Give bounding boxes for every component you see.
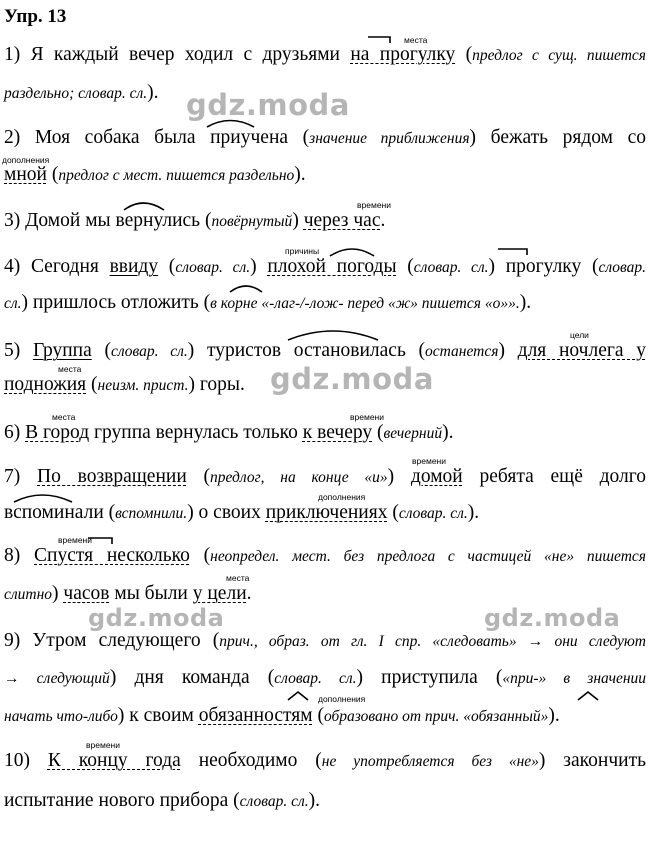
role-tag-place: места bbox=[58, 364, 82, 374]
comment: предлог с сущ. пишется bbox=[472, 47, 647, 64]
prefix-mark bbox=[498, 249, 527, 255]
role-tag-cause: причины bbox=[285, 246, 320, 256]
prefix-mark bbox=[368, 37, 390, 43]
role-tag-object: дополнения bbox=[2, 155, 50, 165]
comment: → следующий bbox=[4, 670, 110, 687]
object-priklyucheniyah: приключениях bbox=[265, 502, 388, 523]
adverbial-cause: плохой погоды bbox=[267, 256, 397, 277]
exercise-title: Упр. 13 bbox=[4, 6, 67, 27]
word-neobhodimo: необходимо bbox=[198, 750, 298, 771]
adverbial-time: к вечеру bbox=[302, 422, 373, 443]
root-arc-mark bbox=[14, 495, 72, 502]
object-mnoy: мной bbox=[4, 164, 47, 185]
word-progulku: прогулку bbox=[505, 256, 582, 277]
comment: неопредел. мест. без предлога с частицей «не» пишется bbox=[210, 548, 647, 565]
sentence-1-line-2: раздельно; словар. сл.). bbox=[4, 82, 159, 103]
word-vspominali: вспоминали bbox=[4, 502, 104, 523]
role-tag-purpose: цели bbox=[570, 330, 589, 340]
object-obyazannostyam: обязанностям bbox=[198, 705, 313, 726]
role-tag-object: дополнения bbox=[318, 694, 366, 704]
role-tag-place: места bbox=[226, 573, 250, 583]
comment: вспомнили. bbox=[115, 505, 188, 522]
adverbial-time: через час bbox=[303, 210, 381, 231]
comment: в корне «-лаг-/-лож- перед «ж» пишется «о»». bbox=[210, 295, 520, 312]
sentence-8-line-1: 8) Спустя несколько (неопредел. мест. без предлога с частицей «не» пишется bbox=[4, 545, 647, 566]
adverbial-place: на прогулку bbox=[350, 44, 456, 65]
word-sleduyushchego: следующего bbox=[98, 630, 201, 651]
adverbial-time: К концу года bbox=[47, 750, 181, 771]
role-tag-time: времени bbox=[350, 412, 384, 422]
adverbial-time: Спустя несколько bbox=[34, 545, 190, 566]
root-arc-mark bbox=[288, 331, 378, 340]
watermark: gdz.moda bbox=[186, 88, 350, 122]
comment: неизм. прист. bbox=[97, 377, 189, 394]
comment: словар. сл. bbox=[398, 505, 468, 522]
sentence-7-line-1: 7) По возвращении (предлог, на конце «и») домой ребята ещё долго bbox=[4, 466, 647, 487]
adverbial-place: подножия bbox=[4, 374, 87, 395]
comment: «при-» в значении bbox=[502, 670, 647, 687]
comment: прич., образ. от гл. I спр. «следовать» → они следуют bbox=[219, 633, 646, 650]
role-tag-place: места bbox=[404, 35, 428, 45]
adverbial-purpose: для ночлега у bbox=[517, 340, 646, 361]
role-tag-time: времени bbox=[357, 200, 391, 210]
sentence-5-line-1: 5) Группа (словар. сл.) туристов остановилась (останется) для ночлега у bbox=[4, 340, 646, 361]
sentence-3: 3) Домой мы вернулись (повёрнутый) через час. bbox=[4, 210, 386, 231]
word-chasov: часов bbox=[63, 583, 110, 604]
sentence-2-line-1: 2) Моя собака была приучена (значение приближения) бежать рядом со bbox=[4, 127, 646, 148]
sentence-2-line-2: мной (предлог с мест. пишется раздельно). bbox=[4, 164, 306, 185]
comment: предлог с мест. пишется раздельно bbox=[58, 167, 295, 184]
comment: словар. сл. bbox=[274, 670, 357, 687]
adverbial-place: у цели bbox=[192, 583, 247, 604]
word-otlozhit: отложить bbox=[120, 292, 199, 313]
comment: раздельно; словар. сл. bbox=[4, 85, 148, 102]
comment: начать что-либо bbox=[4, 708, 118, 725]
sentence-10-line-2: испытание нового прибора (словар. сл.). bbox=[4, 790, 321, 811]
role-tag-time: времени bbox=[412, 456, 446, 466]
sentence-4-line-1: 4) Сегодня ввиду (словар. сл.) плохой погоды (словар. сл.) прогулку (словар. bbox=[4, 256, 647, 277]
comment: предлог, на конце «и» bbox=[210, 469, 388, 486]
comment: значение приближения bbox=[309, 130, 470, 147]
watermark: gdz.moda bbox=[484, 604, 621, 632]
sentence-1-line-1: 1) Я каждый вечер ходил с друзьями на прогулку (предлог с сущ. пишется bbox=[4, 44, 647, 65]
comment: останется bbox=[425, 343, 499, 360]
comment: словар. bbox=[598, 259, 647, 276]
comment: сл. bbox=[4, 295, 22, 312]
comment: словар. сл. bbox=[413, 259, 489, 276]
word-pribora: прибора bbox=[159, 790, 229, 811]
comment: образовано от прич. «обязанный» bbox=[323, 708, 549, 725]
word-gruppa: Группа bbox=[32, 340, 92, 361]
comment: словар. сл. bbox=[175, 259, 251, 276]
word-vvidu: ввиду bbox=[109, 256, 159, 277]
sentence-7-line-2: вспоминали (вспомнили.) о своих приключениях (словар. сл.). bbox=[4, 502, 480, 523]
comment: повёрнутый bbox=[211, 213, 293, 230]
sentence-10-line-1: 10) К концу года необходимо (не употребляется без «не») закончить bbox=[4, 750, 646, 771]
suffix-mark bbox=[288, 692, 308, 700]
adverbial-place: В город bbox=[25, 422, 90, 443]
role-tag-object: дополнения bbox=[318, 492, 366, 502]
sentence-9-line-2: → следующий) дня команда (словар. сл.) приступила («при-» в значении bbox=[4, 667, 647, 688]
comment: словар. сл. bbox=[110, 343, 188, 360]
comment: слитно bbox=[4, 586, 53, 603]
word-vernulis: вернулись bbox=[115, 210, 201, 231]
root-arc-mark bbox=[124, 203, 164, 210]
comment: не употребляется без «не» bbox=[321, 753, 539, 770]
sentence-5-line-2: подножия (неизм. прист.) горы. bbox=[4, 374, 245, 395]
word-priuchena: приучена bbox=[210, 127, 289, 148]
comment: вечерний bbox=[383, 425, 443, 442]
watermark: gdz.moda bbox=[270, 362, 434, 396]
adverbial-place: домой bbox=[410, 466, 463, 487]
word-komanda: команда bbox=[181, 667, 250, 688]
word-ostanovilas: остановилась bbox=[293, 340, 406, 361]
sentence-9-line-1: 9) Утром следующего (прич., образ. от гл. I спр. «следовать» → они следуют bbox=[4, 630, 646, 651]
sentence-8-line-2: слитно) часов мы были у цели. bbox=[4, 583, 252, 604]
role-tag-time: времени bbox=[58, 535, 92, 545]
sentence-4-line-2: сл.) пришлось отложить (в корне «-лаг-/-лож- перед «ж» пишется «о»».). bbox=[4, 292, 532, 313]
comment: словар. сл. bbox=[239, 793, 309, 810]
adverbial-time: По возвращении bbox=[37, 466, 187, 487]
sentence-9-line-3: начать что-либо) к своим обязанностям (образовано от прич. «обязанный»). bbox=[4, 705, 560, 726]
suffix-mark bbox=[578, 692, 598, 700]
watermark: gdz.moda bbox=[88, 604, 225, 632]
sentence-6: 6) В город группа вернулась только к вечеру (вечерний). bbox=[4, 422, 454, 443]
role-tag-place: места bbox=[52, 412, 76, 422]
root-arc-mark bbox=[330, 249, 374, 256]
role-tag-time: времени bbox=[86, 740, 120, 750]
word-pristupila: приступила bbox=[381, 667, 478, 688]
